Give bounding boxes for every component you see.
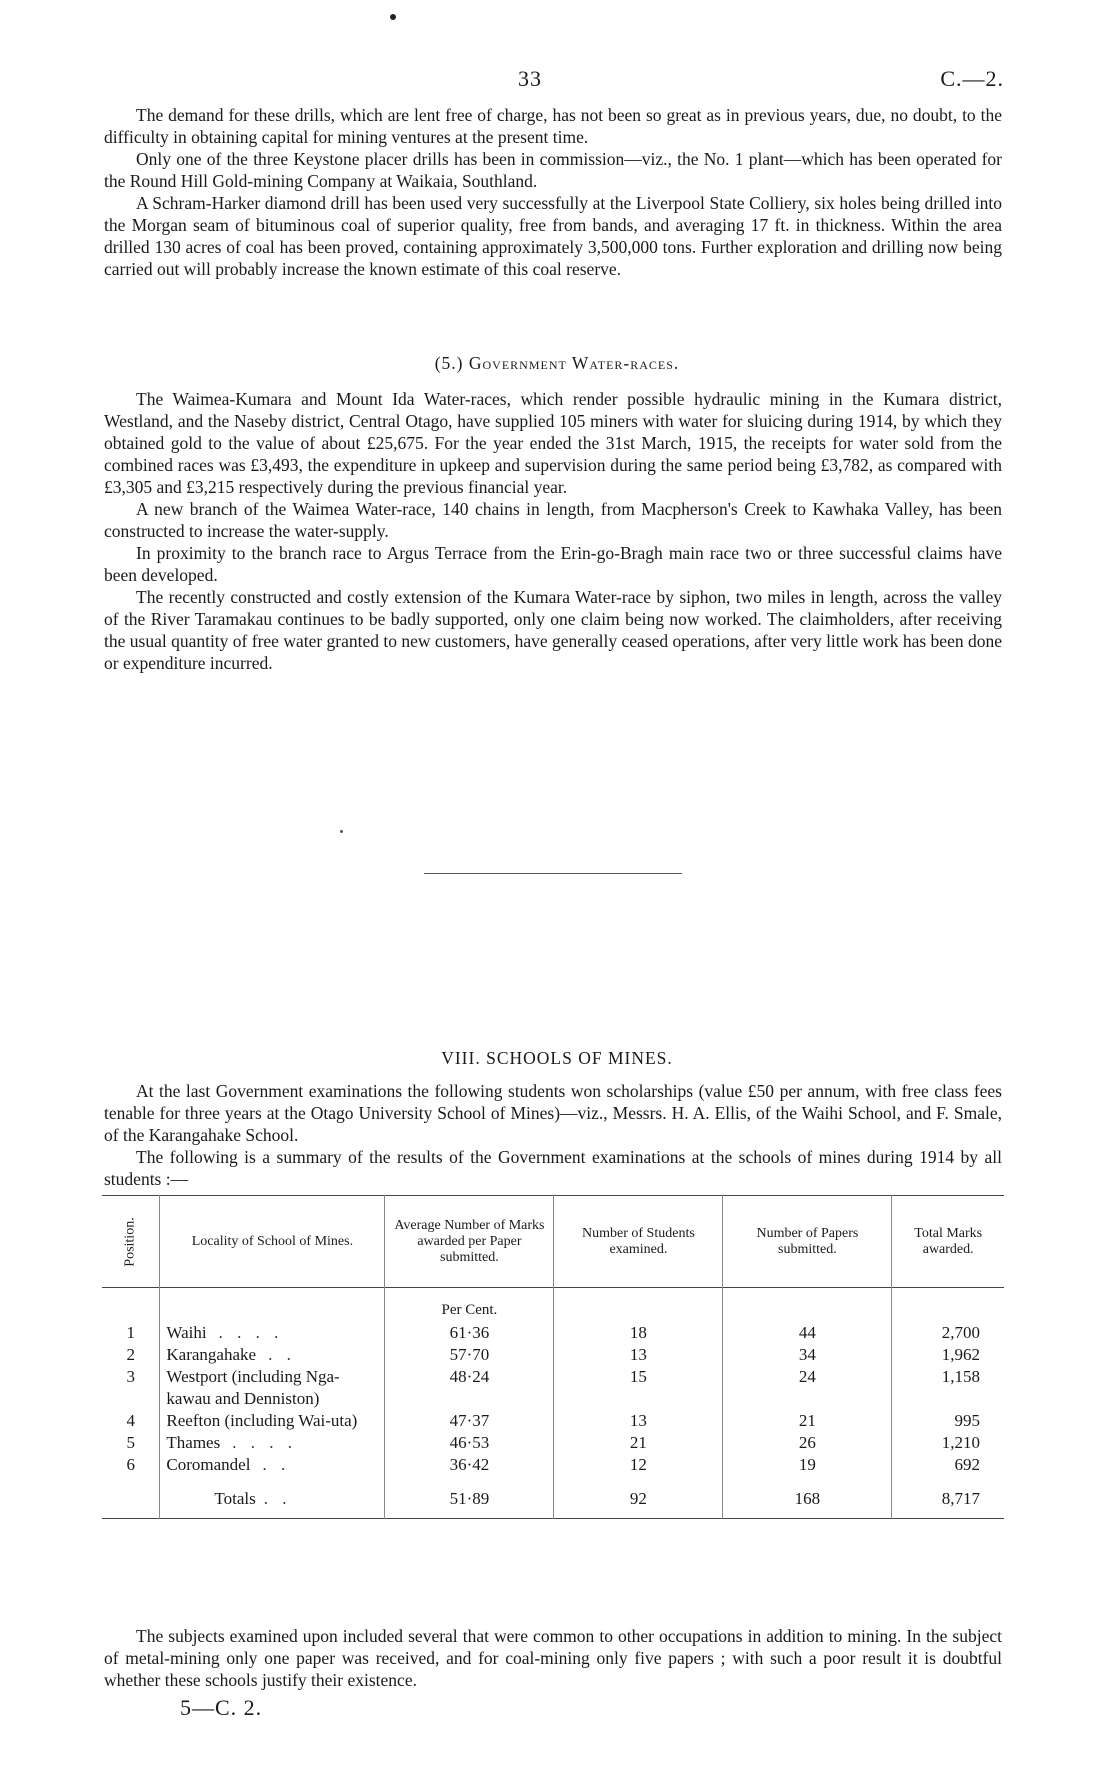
percent-row bbox=[102, 1288, 1004, 1323]
dot-leader: . . . . bbox=[232, 1433, 297, 1452]
water-races-paragraph-2: A new branch of the Waimea Water-race, 140 chains in length, from Macpherson's Creek to Kawhaka Valley, has been constructed to increase the water-supply. bbox=[104, 499, 1002, 541]
locality-cell: Reefton (including Wai-uta) bbox=[160, 1410, 385, 1432]
average-marks-cell: 47·37 bbox=[385, 1410, 554, 1432]
percent-label: Per Cent. bbox=[441, 1302, 498, 1318]
water-races-paragraph-4: The recently constructed and costly extension of the Kumara Water-race by siphon, two miles in length, across the valley of the River Taramakau continues to be badly supported, only one claim being now worked. The claimholders, after receiving the usual quantity of free water granted to new customers, have generally ceased operations, after very little work has been done or expenditure incurred. bbox=[104, 587, 1002, 673]
table-row bbox=[102, 1366, 1004, 1410]
average-marks-cell: 57·70 bbox=[385, 1344, 554, 1366]
locality-cell: Westport (including Nga-kawau and Denniston) bbox=[160, 1366, 385, 1410]
table-row bbox=[102, 1322, 1004, 1344]
footer-code: 5—C. 2. bbox=[180, 1695, 263, 1720]
papers-cell: 26 bbox=[723, 1432, 892, 1454]
printer-mark bbox=[390, 14, 396, 20]
document-reference: C.—2. bbox=[940, 66, 1004, 91]
locality-cell: Thames . . . . bbox=[160, 1432, 385, 1454]
closing-section bbox=[104, 1625, 1002, 1691]
intro-paragraph-2: Only one of the three Keystone placer drills has been in commission—viz., the No. 1 plant—which has been operated for the Round Hill Gold-mining Company at Waikaia, Southland. bbox=[104, 149, 1002, 191]
total-marks-header: Total Marks awarded. bbox=[892, 1196, 1004, 1288]
position-cell: 2 bbox=[126, 1345, 135, 1364]
intro-section bbox=[104, 104, 1002, 280]
totals-students: 92 bbox=[554, 1476, 723, 1519]
intro-paragraph-3: A Schram-Harker diamond drill has been used very successfully at the Liverpool State Colliery, six holes being drilled into the Morgan seam of bituminous coal of superior quality, free from bands, and averaging 17 ft. in thickness. Within the area drilled 130 acres of coal has been proved, containing approximately 3,500,000 tons. Further exploration and drilling now being carried out will probably increase the known estimate of this coal reserve. bbox=[104, 193, 1002, 279]
students-cell: 18 bbox=[554, 1322, 723, 1344]
water-races-section bbox=[104, 388, 1002, 674]
table-row bbox=[102, 1454, 1004, 1476]
total-marks-cell: 1,210 bbox=[892, 1432, 1004, 1454]
average-marks-cell: 61·36 bbox=[385, 1322, 554, 1344]
totals-label: Totals . . bbox=[160, 1476, 385, 1519]
papers-cell: 21 bbox=[723, 1410, 892, 1432]
dot-leader: . . bbox=[262, 1455, 291, 1474]
schools-paragraph-1: At the last Government examinations the following students won scholarships (value £50 per annum, with free class fees tenable for three years at the Otago University School of Mines)—viz., Messrs. H. A. Ellis, of the Waihi School, and F. Smale, of the Karangahake School. bbox=[104, 1081, 1002, 1145]
position-cell: 3 bbox=[126, 1367, 135, 1386]
exam-results-table bbox=[102, 1195, 1004, 1519]
table-header-row bbox=[102, 1196, 1004, 1288]
schools-of-mines-heading: VIII. SCHOOLS OF MINES. bbox=[441, 1048, 673, 1068]
table-row bbox=[102, 1410, 1004, 1432]
locality-header: Locality of School of Mines. bbox=[160, 1196, 385, 1288]
total-marks-cell: 2,700 bbox=[892, 1322, 1004, 1344]
average-marks-cell: 46·53 bbox=[385, 1432, 554, 1454]
students-header: Number of Students examined. bbox=[554, 1196, 723, 1288]
students-cell: 13 bbox=[554, 1344, 723, 1366]
dot-leader: . . . . bbox=[218, 1323, 284, 1342]
totals-marks: 8,717 bbox=[892, 1476, 1004, 1519]
schools-paragraph-2: The following is a summary of the results of the Government examinations at the schools of mines during 1914 by all students :— bbox=[104, 1147, 1002, 1189]
section-separator bbox=[424, 873, 682, 874]
average-marks-cell: 36·42 bbox=[385, 1454, 554, 1476]
total-marks-cell: 1,962 bbox=[892, 1344, 1004, 1366]
papers-cell: 19 bbox=[723, 1454, 892, 1476]
students-cell: 13 bbox=[554, 1410, 723, 1432]
papers-cell: 44 bbox=[723, 1322, 892, 1344]
position-cell: 5 bbox=[126, 1433, 135, 1452]
locality-cell: Coromandel . . bbox=[160, 1454, 385, 1476]
table-row bbox=[102, 1432, 1004, 1454]
students-cell: 12 bbox=[554, 1454, 723, 1476]
totals-average: 51·89 bbox=[385, 1476, 554, 1519]
papers-header: Number of Papers submitted. bbox=[723, 1196, 892, 1288]
locality-cell: Karangahake . . bbox=[160, 1344, 385, 1366]
intro-paragraph-1: The demand for these drills, which are lent free of charge, has not been so great as in previous years, due, no doubt, to the difficulty in obtaining capital for mining ventures at the present time. bbox=[104, 105, 1002, 147]
papers-cell: 34 bbox=[723, 1344, 892, 1366]
total-marks-cell: 1,158 bbox=[892, 1366, 1004, 1410]
position-cell: 1 bbox=[126, 1323, 135, 1342]
page-number: 33 bbox=[518, 66, 542, 91]
totals-row bbox=[102, 1476, 1004, 1519]
water-races-heading: (5.) Government Water-races. bbox=[434, 353, 680, 373]
table-row bbox=[102, 1344, 1004, 1366]
closing-paragraph: The subjects examined upon included several that were common to other occupations in addition to mining. In the subject of metal-mining only one paper was received, and for coal-mining only five papers ; with such a poor result it is doubtful whether these schools justify their existence. bbox=[104, 1626, 1002, 1690]
position-cell: 4 bbox=[126, 1411, 135, 1430]
schools-section bbox=[104, 1080, 1002, 1190]
position-cell: 6 bbox=[126, 1455, 135, 1474]
water-races-paragraph-1: The Waimea-Kumara and Mount Ida Water-races, which render possible hydraulic mining in the Kumara district, Westland, and the Naseby district, Central Otago, have supplied 105 miners with water for sluicing during 1914, by which they obtained gold to the value of about £25,675. For the year ended the 31st March, 1915, the receipts for water sold from the combined races was £3,493, the expenditure in upkeep and supervision during the same period being £3,782, as compared with £3,305 and £3,215 respectively during the previous financial year. bbox=[104, 389, 1002, 497]
average-marks-header: Average Number of Marks awarded per Paper submitted. bbox=[385, 1196, 554, 1288]
total-marks-cell: 995 bbox=[892, 1410, 1004, 1432]
locality-cell: Waihi . . . . bbox=[160, 1322, 385, 1344]
dot-leader: . . bbox=[268, 1345, 296, 1364]
total-marks-cell: 692 bbox=[892, 1454, 1004, 1476]
water-races-paragraph-3: In proximity to the branch race to Argus Terrace from the Erin-go-Bragh main race two or three successful claims have been developed. bbox=[104, 543, 1002, 585]
dot-leader: . . bbox=[263, 1489, 292, 1508]
students-cell: 15 bbox=[554, 1366, 723, 1410]
papers-cell: 24 bbox=[723, 1366, 892, 1410]
totals-papers: 168 bbox=[723, 1476, 892, 1519]
position-header: Position. bbox=[122, 1216, 138, 1267]
students-cell: 21 bbox=[554, 1432, 723, 1454]
totals-blank bbox=[102, 1476, 160, 1519]
average-marks-cell: 48·24 bbox=[385, 1366, 554, 1410]
stray-mark bbox=[340, 830, 343, 833]
